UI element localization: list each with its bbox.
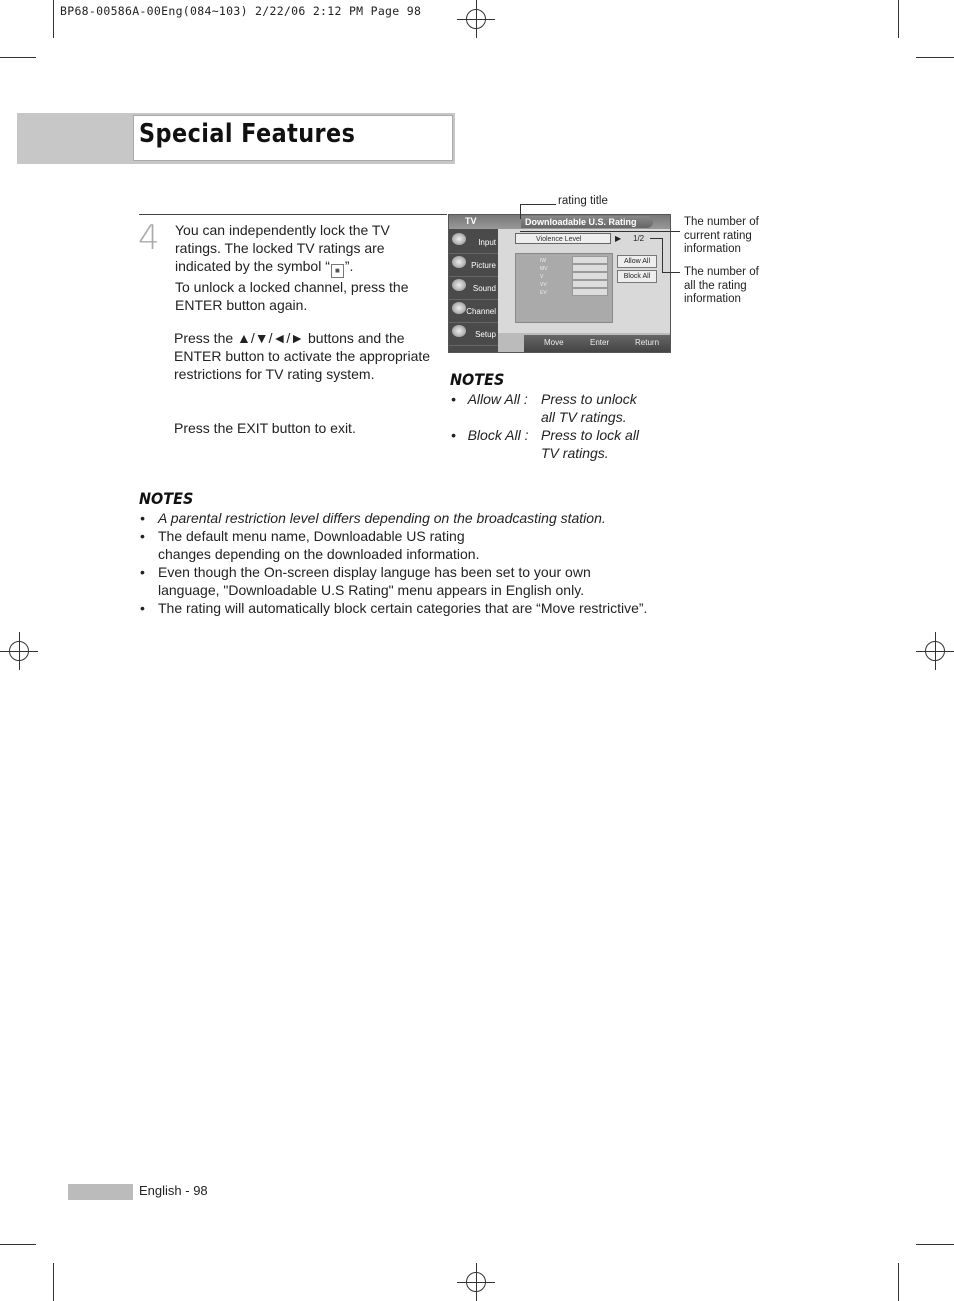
callout-line	[650, 238, 662, 239]
note-text: A parental restriction level differs depending on the broadcasting station.	[158, 510, 606, 526]
text-line: Press the ▲/▼/◄/► buttons and the	[174, 330, 405, 346]
text-line: ENTER button again.	[175, 297, 308, 313]
tv-sidebar	[449, 229, 498, 352]
grid-cell	[572, 272, 608, 280]
block-all-button: Block All	[617, 270, 657, 283]
tv-heading: Downloadable U.S. Rating	[521, 216, 653, 228]
tv-sidebar-label: Setup	[475, 330, 496, 339]
text-line: To unlock a locked channel, press the	[175, 279, 409, 295]
tv-sidebar-item-channel	[449, 300, 498, 323]
list-item	[140, 599, 740, 617]
step-rule	[139, 214, 447, 215]
callout-line	[662, 238, 663, 272]
picture-icon	[452, 256, 466, 268]
grid-cell	[572, 280, 608, 288]
list-item-continuation	[451, 408, 681, 426]
grid-label: MV	[540, 266, 548, 272]
bullet: •	[140, 564, 145, 580]
list-item: • Block All : Press to lock all	[451, 427, 640, 443]
callout-rating-title: rating title	[558, 195, 608, 207]
grid-label: V	[540, 274, 544, 280]
text-line: restrictions for TV rating system.	[174, 366, 375, 382]
grid-label: IW	[540, 258, 547, 264]
text-line: current rating	[684, 229, 752, 242]
crop-mark	[53, 1263, 54, 1301]
notes-right-list	[451, 390, 681, 462]
text-line: The number of	[684, 216, 759, 228]
notes-bottom-list	[140, 509, 740, 617]
grid-cell	[572, 288, 608, 296]
grid-label: EV	[540, 290, 547, 296]
page-title: Special Features	[139, 119, 356, 149]
list-item: • Allow All : Press to unlock	[451, 391, 637, 407]
text-line: You can independently lock the TV	[175, 222, 390, 238]
note-text: language, "Downloadable U.S Rating" menu appears in English only.	[158, 582, 585, 598]
text-line: ratings. The locked TV ratings are	[175, 240, 385, 256]
registration-mark-bottom	[457, 1263, 495, 1301]
sound-icon	[452, 279, 466, 291]
tv-sidebar-item-sound	[449, 277, 498, 300]
crop-mark	[0, 57, 36, 58]
right-arrow-icon: ▶	[615, 234, 622, 243]
text-line: all the rating	[684, 279, 747, 292]
tv-label: TV	[465, 216, 477, 226]
page-number: English - 98	[139, 1183, 208, 1198]
note-text: The default menu name, Downloadable US rating	[158, 528, 465, 544]
lock-icon: ■	[331, 264, 344, 278]
footer-bar	[68, 1184, 133, 1200]
note-term: Block All :	[467, 427, 529, 443]
bullet: •	[140, 528, 145, 544]
callout-line	[520, 231, 680, 232]
callout-line	[662, 272, 680, 273]
grid-label: VV	[540, 282, 547, 288]
tv-page-indicator: 1/2	[633, 234, 645, 243]
note-text: Press to lock all	[541, 427, 640, 443]
crop-mark	[898, 1263, 899, 1301]
text-fragment: ”.	[344, 258, 354, 274]
grid-cell	[572, 264, 608, 272]
tv-sidebar-item-picture	[449, 254, 498, 277]
list-item	[140, 509, 740, 527]
note-text: changes depending on the downloaded information.	[158, 546, 480, 562]
return-hint: Return	[635, 338, 660, 347]
callout-current-rating	[684, 216, 759, 257]
text-line: ENTER button to activate the appropriate	[174, 348, 431, 364]
step-paragraph-3: Press the EXIT button to exit.	[174, 420, 356, 436]
list-item-continuation	[451, 444, 681, 462]
list-item	[140, 527, 740, 563]
note-text: TV ratings.	[541, 445, 609, 461]
note-text: Press to unlock	[541, 391, 637, 407]
step-number: 4	[138, 218, 160, 258]
text-line: The number of	[684, 266, 759, 278]
notes-heading-bottom: NOTES	[139, 489, 194, 508]
tv-sidebar-item-input	[449, 231, 498, 254]
enter-hint: Enter	[590, 338, 610, 347]
tv-sidebar-item-setup	[449, 323, 498, 346]
crop-mark	[916, 57, 954, 58]
text-line: information	[684, 293, 741, 305]
registration-mark-right	[916, 632, 954, 670]
note-text: The rating will automatically block certain categories that are “Move restrictive”.	[158, 600, 648, 616]
list-item	[140, 563, 740, 599]
callout-line	[520, 204, 521, 219]
setup-icon	[452, 325, 466, 337]
rating-grid	[515, 253, 613, 323]
crop-mark	[898, 0, 899, 38]
allow-all-button: Allow All	[617, 255, 657, 268]
bullet: •	[140, 510, 145, 526]
callout-line	[520, 204, 556, 205]
bullet: •	[140, 600, 145, 616]
grid-cell	[572, 256, 608, 264]
notes-heading-right: NOTES	[450, 370, 505, 389]
violence-level-item: Violence Level	[515, 233, 611, 244]
channel-icon	[452, 302, 466, 314]
crop-mark	[0, 1244, 36, 1245]
step-paragraph-2	[174, 329, 446, 383]
tv-sidebar-label: Input	[478, 238, 496, 247]
text-line: information	[684, 243, 741, 255]
crop-mark	[916, 1244, 954, 1245]
tv-sidebar-label: Sound	[472, 284, 496, 293]
tv-sidebar-label: Channel	[466, 307, 496, 316]
step-paragraph-1	[175, 221, 445, 314]
tv-sidebar-label: Picture	[471, 261, 496, 270]
move-hint: Move	[544, 338, 564, 347]
registration-mark-left	[0, 632, 38, 670]
print-slug: BP68-00586A-00Eng(084~103) 2/22/06 2:12 PM Page 98	[60, 4, 422, 18]
text-fragment: indicated by the symbol “	[175, 258, 330, 274]
note-text: all TV ratings.	[541, 409, 627, 425]
tv-bottom-bar	[524, 335, 670, 352]
registration-mark-top	[457, 0, 495, 38]
crop-mark	[53, 0, 54, 38]
note-term: Allow All :	[467, 391, 528, 407]
note-text: Even though the On-screen display languge has been set to your own	[158, 564, 591, 580]
input-icon	[452, 233, 466, 245]
text-line	[175, 257, 445, 278]
callout-all-rating	[684, 266, 759, 307]
tv-menu-screenshot	[448, 214, 671, 353]
